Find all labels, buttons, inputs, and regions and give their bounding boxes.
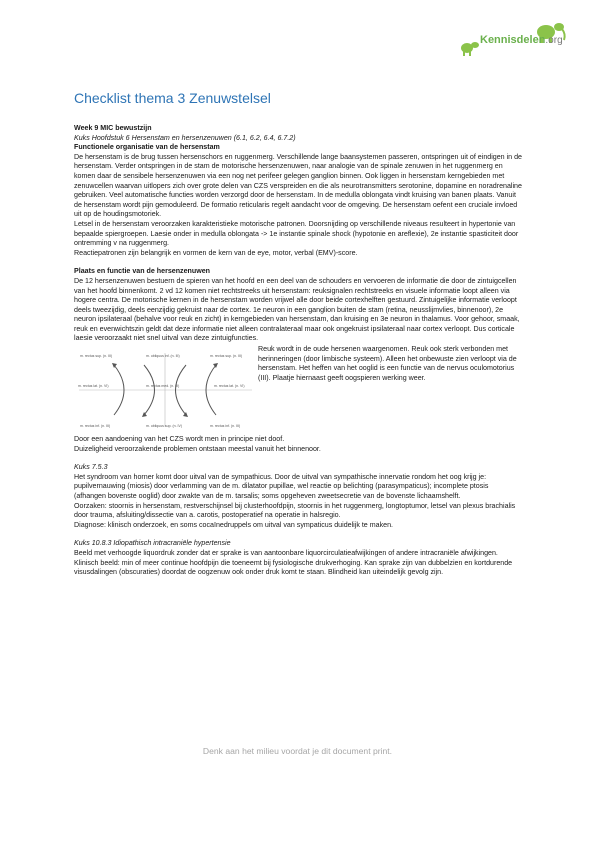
page-title: Checklist thema 3 Zenuwstelsel (74, 90, 271, 106)
subheading: Functionele organisatie van de hersenstam (74, 143, 220, 152)
paragraph: Oorzaken: stoornis in hersenstam, restverschijnsel bij clusterhoofdpijn, stoornis in het ruggenmerg, longtoptumor, letsel van plexus brachialis door trauma, afsluiting/dissectie van a. carotis, postoperatief na operatie in halsregio. (74, 501, 516, 520)
paragraph: De hersenstam is de brug tussen hersenschors en ruggenmerg. Verschillende lange baansystemen passeren, ontspringen uit of eindigen in de hersenstam. Verder ontspringen in de stam de motorische hersenzenuwen, naar analogie van de spinale zenuwen in het ruggenmerg en komen daar de sensibele hersenzenuwen via een nog net perifeer gelegen ganglion binnen. Ook liggen in hersenstam kerngebieden met zenuwcellen waarvan uitlopers zich over grote delen van CZS verspreiden en die als neurotransmitters serotonine, dopamine en noradrenaline gebruiken. Veel automatische functies worden verzorgd door de hersenstam. In de medulla oblongata vindt kruising van banen plaats. Vanuit de hersenstam wordt pijn gemoduleerd. De formatio reticularis regelt aandacht voor de omgeving. De hersenstam oefent een cruciale invloed uit op de houdingsmotoriek. (74, 152, 522, 219)
figure-row (74, 345, 522, 435)
eye-muscle-diagram (74, 347, 256, 433)
figure-label: m. obliquus sup. (n. IV) (146, 424, 182, 429)
logo-suffix: .org (545, 35, 563, 46)
paragraph: De 12 hersenzenuwen bestuern de spieren van het hoofd en een deel van de schouders en vervoeren de informatie die door de zintuigcellen van het hoofd binnenkomt. 2 vd 12 komen niet rechtstreeks uit hersenstam: reuksignalen rechtstreeks en visuele informatie loopt alleen via hogere centra. De motorische kernen in de hersenstam worden vrijwel alle door beide cortexhelften gestuurd. Zintuigelijke informatie verloopt deels tweezijdig, deels eenzijdig gekruist naar de cortex. 1e neuron in een ganglion buiten de stam (retina, neusslijmvlies, binnenoor), 2e neuron ipsilateraal (behalve voor reuk en zicht) in kerngebieden van hersenstam, dan kruising en 3e neuron in thalamus. Voor gehoor, smaak, reuk en evenwichtszin geldt dat deze informatie niet alleen contralateraal maar ook ongekruist ipsilateraal naar cortex verloopt. Dus corticale laesie veroorzaakt niet snel uitval van deze zintuigfuncties. (74, 276, 520, 343)
figure-label: m. rectus inf. (n. III) (80, 424, 111, 429)
figure-label: m. rectus lat. (n. VI) (214, 384, 245, 389)
paragraph: Diagnose: klinisch onderzoek, en soms cocaïnedruppels om uitval van sympaticus duidelijk te maken. (74, 520, 393, 529)
footer-note: Denk aan het milieu voordat je dit document print. (202, 746, 393, 756)
paragraph: Het syndroom van horner komt door uitval van de sympathicus. Door de uitval van sympathische innervatie rondom het oog krijg je: pupilvernauwing (miosis) door verlamming van de m. dilatator pupillae, wel reactie op belichting (parasympaticus); incomplete ptosis (afhangen bovenste ooglid) door zwakte van de m. tarsalis; soms opgeheven zweetsecretie van de bovenste lichaamshelft. (74, 472, 489, 501)
reference-heading: Kuks Hoofdstuk 6 Hersenstam en hersenzenuwen (6.1, 6.2, 6.4, 6.7.2) (74, 133, 296, 142)
figure-label: m. obliquus inf. (n. III) (146, 354, 180, 359)
subheading: Plaats en functie van de hersenzenuwen (74, 267, 211, 276)
figure-label: m. rectus lat. (n. VI) (78, 384, 109, 389)
reference-heading: Kuks 7.5.3 (74, 463, 108, 472)
paragraph: Door een aandoening van het CZS wordt men in principe niet doof. (74, 435, 285, 444)
figure-label: m. rectus inf. (n. III) (210, 424, 241, 429)
reference-heading: Kuks 10.8.3 Idiopathisch intracraniële hypertensie (74, 539, 231, 548)
week-heading: Week 9 MIC bewustzijn (74, 124, 152, 132)
figure-label: m. rectus sup. (n. III) (210, 354, 243, 359)
logo-name: Kennisdelen (480, 34, 546, 46)
document-body (74, 124, 522, 578)
figure-caption: Reuk wordt in de oude hersenen waargenomen. Reuk ook sterk verbonden met herinneringen (door limbische systeem). Alleen het onbewuste zien verloopt via de hersenstam. Het heffen van het ooglid is een functie van de nervus oculomotorius (III). Plaatje hiernaast geeft oogspieren werking weer. (258, 345, 517, 382)
paragraph: Beeld met verhoogde liquordruk zonder dat er sprake is van aantoonbare liquorcirculatieafwijkingen of andere intracraniële afwijkingen. Klinisch beeld: min of meer continue hoofdpijn die toeneemt bij fysiologische drukverhoging. Kan sprake zijn van dubbelzien en kortdurende visusdalingen (obscuraties) doordat de oogzenuw ook onder druk komt te staan. Blindheid kan uiteindelijk gevolg zijn. (74, 549, 513, 577)
figure-label: m. rectus med. (n. III) (146, 384, 180, 389)
paragraph: Reactiepatronen zijn belangrijk en vormen de kern van de eye, motor, verbal (EMV)-score. (74, 248, 358, 257)
paragraph: Letsel in de hersenstam veroorzaken karakteristieke motorische patronen. Doorsnijding op verschillende niveaus resulteert in hypertonie van bepaalde spiergroepen. Laesie onder in medulla oblongata -> 1e instantie spinale shock (hypotonie en areflexie), 2e instantie spasticiteit door ontremming v na ruggenmerg. (74, 219, 519, 248)
logo-text (480, 34, 563, 46)
figure-label: m. rectus sup. (n. III) (80, 354, 113, 359)
paragraph: Duizeligheid veroorzakende problemen ontstaan meestal vanuit het binnenoor. (74, 444, 321, 453)
